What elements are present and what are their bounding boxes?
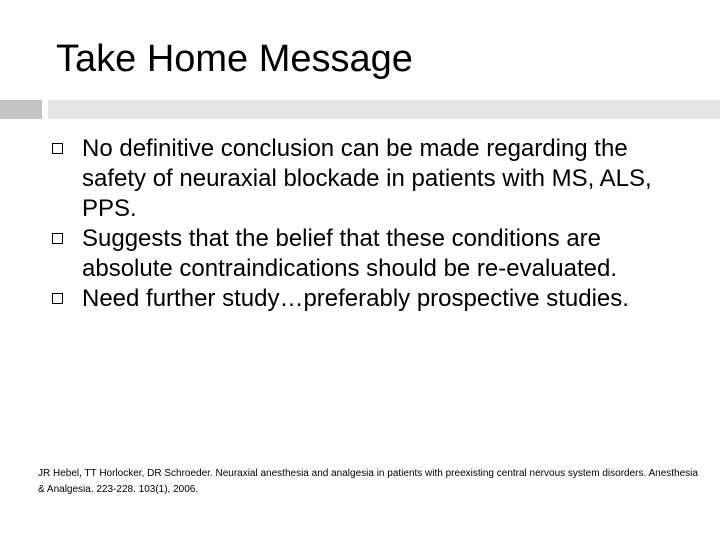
bullet-item <box>52 224 692 284</box>
bullet-list <box>52 134 692 314</box>
reference-citation: JR Hebel, TT Horlocker, DR Schroeder. Neuraxial anesthesia and analgesia in patients with preexisting central nervous system disorders. Anesthesia & Analgesia. 223-228. 103(1), 2006. <box>38 468 698 495</box>
bullet-item <box>52 284 692 314</box>
bullet-text: No definitive conclusion can be made regarding the safety of neuraxial blockade in patients with MS, ALS, PPS. <box>82 135 652 222</box>
title-divider-bar <box>48 100 720 119</box>
title-divider-accent <box>0 100 42 119</box>
slide-title: Take Home Message <box>56 38 413 80</box>
bullet-item <box>52 134 692 224</box>
hollow-square-bullet-icon <box>52 143 63 154</box>
bullet-text: Need further study…preferably prospective studies. <box>82 285 629 312</box>
bullet-text: Suggests that the belief that these conditions are absolute contraindications should be re-evaluated. <box>82 225 618 282</box>
hollow-square-bullet-icon <box>52 233 63 244</box>
hollow-square-bullet-icon <box>52 293 63 304</box>
